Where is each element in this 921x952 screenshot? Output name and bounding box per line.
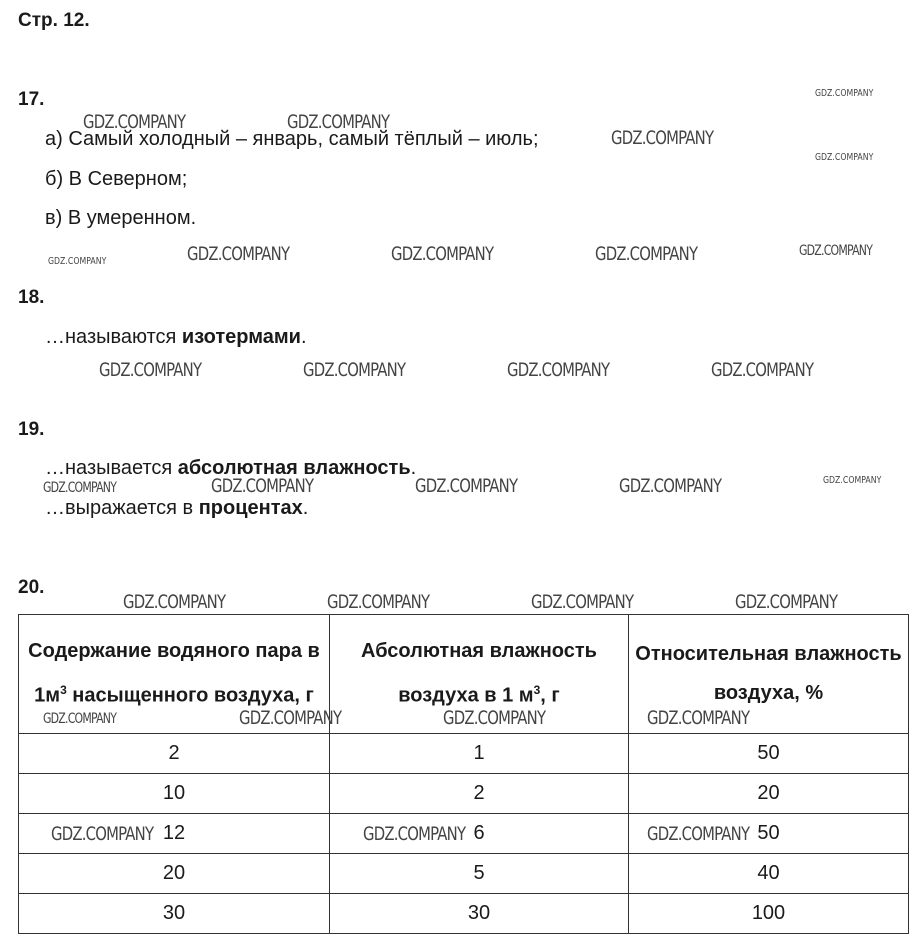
watermark: GDZ.COMPANY [415, 475, 518, 497]
watermark: GDZ.COMPANY [303, 359, 406, 381]
watermark: GDZ.COMPANY [51, 823, 154, 845]
watermark: GDZ.COMPANY [239, 707, 342, 729]
watermark: GDZ.COMPANY [43, 711, 117, 727]
table-cell: 12 [19, 814, 330, 854]
question-19-number: 19. [18, 419, 45, 440]
watermark: GDZ.COMPANY [443, 707, 546, 729]
table-cell: 2 [330, 774, 629, 814]
table-row [19, 854, 909, 894]
watermark: GDZ.COMPANY [735, 591, 838, 613]
table-header-cell: Содержание водяного пара в $1м^3$ насыщенного воздуха, г [19, 615, 330, 734]
humidity-table [18, 614, 909, 934]
watermark: GDZ.COMPANY [43, 480, 117, 496]
watermark: GDZ.COMPANY [507, 359, 610, 381]
table-cell: 2 [19, 734, 330, 774]
watermark: GDZ.COMPANY [99, 359, 202, 381]
question-20-number: 20. [18, 577, 45, 598]
watermark: GDZ.COMPANY [391, 243, 494, 265]
table-cell: 1 [330, 734, 629, 774]
watermark: GDZ.COMPANY [815, 88, 874, 99]
table-row [19, 894, 909, 934]
answer-17-b: б) В Северном; [45, 168, 188, 190]
table-cell: 20 [629, 774, 909, 814]
watermark: GDZ.COMPANY [619, 475, 722, 497]
table-cell: 30 [19, 894, 330, 934]
watermark: GDZ.COMPANY [611, 127, 714, 149]
table-cell: 10 [19, 774, 330, 814]
table-cell: 100 [629, 894, 909, 934]
watermark: GDZ.COMPANY [647, 707, 750, 729]
table-cell: 50 [629, 734, 909, 774]
table-header-cell: Относительная влажность воздуха, % [629, 615, 909, 734]
table-cell: 50 [629, 814, 909, 854]
page-label: Стр. 12. [18, 10, 90, 31]
answer-17-a: а) Самый холодный – январь, самый тёплый – июль; [45, 128, 539, 150]
watermark: GDZ.COMPANY [48, 256, 107, 267]
watermark: GDZ.COMPANY [187, 243, 290, 265]
answer-18: …называются изотермами. [45, 326, 307, 348]
watermark: GDZ.COMPANY [711, 359, 814, 381]
table-header-cell: Абсолютная влажность воздуха в 1 $м^3$, г [330, 615, 629, 734]
answer-17-c: в) В умеренном. [45, 207, 197, 229]
answer-19-line2: …выражается в процентах. [45, 497, 309, 519]
watermark: GDZ.COMPANY [327, 591, 430, 613]
watermark: GDZ.COMPANY [799, 243, 873, 259]
table-cell: 5 [330, 854, 629, 894]
question-18-number: 18. [18, 287, 45, 308]
watermark: GDZ.COMPANY [123, 591, 226, 613]
table-cell: 20 [19, 854, 330, 894]
table-cell: 6 [330, 814, 629, 854]
table-cell: 30 [330, 894, 629, 934]
watermark: GDZ.COMPANY [823, 475, 882, 486]
table-cell: 40 [629, 854, 909, 894]
watermark: GDZ.COMPANY [595, 243, 698, 265]
watermark: GDZ.COMPANY [647, 823, 750, 845]
watermark: GDZ.COMPANY [287, 111, 390, 133]
watermark: GDZ.COMPANY [211, 475, 314, 497]
table-row [19, 774, 909, 814]
watermark: GDZ.COMPANY [815, 152, 874, 163]
answer-19-line1: …называется абсолютная влажность. [45, 457, 417, 479]
watermark: GDZ.COMPANY [531, 591, 634, 613]
watermark: GDZ.COMPANY [363, 823, 466, 845]
watermark: GDZ.COMPANY [83, 111, 186, 133]
question-17-number: 17. [18, 89, 45, 110]
table-row [19, 734, 909, 774]
